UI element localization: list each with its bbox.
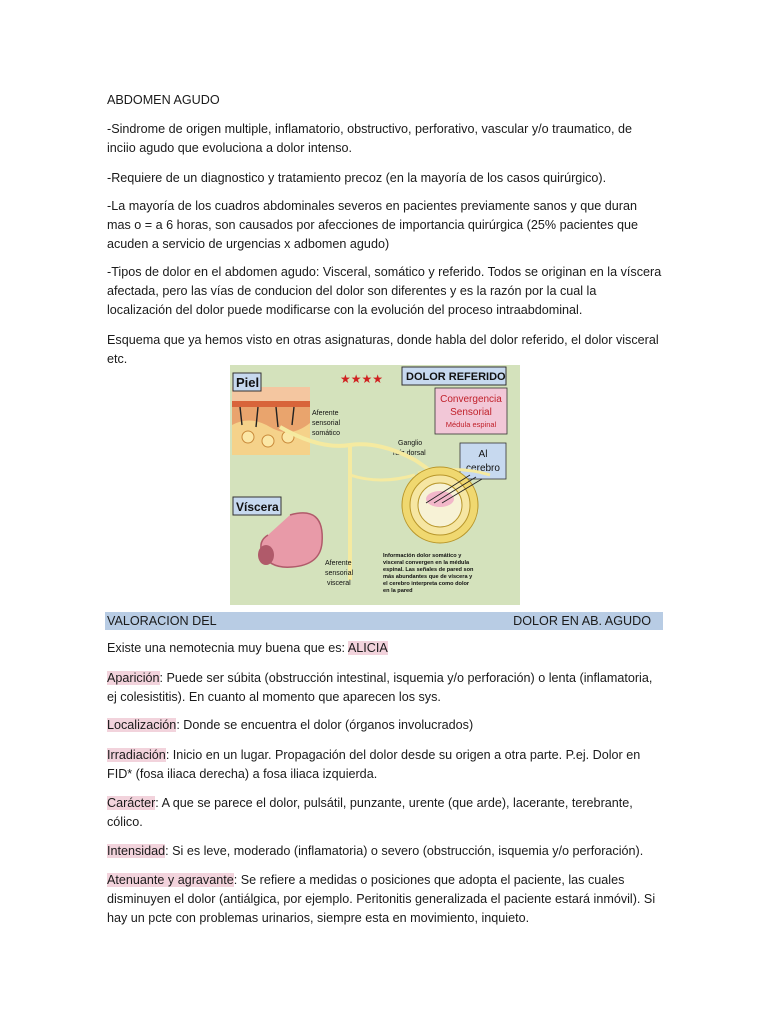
label-viscera: Víscera <box>236 500 279 514</box>
label-aferente-visceral-3: visceral <box>327 580 351 587</box>
info-line-5: el cerebro interpreta como dolor <box>383 581 470 587</box>
alicia-text: : Inicio en un lugar. Propagación del dolor desde su origen a otra parte. P.ej. Dolor en FID* (fosa iliaca derecha) a fosa iliaca izquierda. <box>107 748 641 781</box>
paragraph-pain-types: -Tipos de dolor en el abdomen agudo: Visceral, somático y referido. Todos se originan en la víscera afectada, pero las vías de conducion del dolor son diferentes y es la razón por la cual la localización del dolor puede modificarse con la evolución del proceso intraabdominal. <box>107 265 662 317</box>
alicia-item-aparicion <box>107 669 663 707</box>
alicia-term: Intensidad <box>107 844 166 858</box>
label-convergencia-1: Convergencia <box>440 394 502 405</box>
alicia-item-caracter <box>107 794 663 832</box>
section-banner <box>105 612 663 630</box>
alicia-intro-line <box>107 639 663 658</box>
info-line-3: espinal. Las señales de pared son <box>383 567 474 573</box>
alicia-text: : A que se parece el dolor, pulsátil, punzante, urente (que arde), lacerante, terebrante, cólico. <box>107 796 633 829</box>
label-dolor-referido: DOLOR REFERIDO <box>406 371 506 383</box>
banner-right: DOLOR EN AB. AGUDO <box>513 614 651 628</box>
label-convergencia-3: Médula espinal <box>445 420 497 429</box>
label-al: Al <box>478 449 488 460</box>
alicia-item-irradiacion <box>107 746 663 784</box>
alicia-item-atenuante <box>107 871 663 928</box>
label-aferente-somatico-1: Aferente <box>312 410 339 417</box>
alicia-text: : Donde se encuentra el dolor (órganos involucrados) <box>176 718 474 732</box>
paragraph-definition: -Sindrome de origen multiple, inflamatorio, obstructivo, perforativo, vascular y/o traumatico, de inciio agudo que evoluciona a dolor intenso. <box>107 122 632 155</box>
alicia-intro: Existe una nemotecnia muy buena que es: <box>107 641 348 655</box>
label-convergencia-2: Sensorial <box>450 407 492 418</box>
paragraph-scheme: Esquema que ya hemos visto en otras asignaturas, donde habla del dolor referido, el dolor visceral etc. <box>107 333 659 366</box>
info-line-1: Información dolor somático y <box>383 553 462 559</box>
alicia-term: Aparición <box>107 671 160 685</box>
label-piel: Piel <box>236 375 260 390</box>
label-ganglio-2: raíz dorsal <box>393 450 426 457</box>
label-aferente-somatico-2: sensorial <box>312 420 341 427</box>
referred-pain-diagram <box>230 365 520 605</box>
paragraph-diagnosis: -Requiere de un diagnostico y tratamiento precoz (en la mayoría de los casos quirúrgico). <box>107 171 607 185</box>
alicia-term: Carácter <box>107 796 156 810</box>
info-line-2: visceral convergen en la médula <box>383 560 470 566</box>
alicia-text: : Se refiere a medidas o posiciones que adopta el paciente, las cuales disminuyen el dolor (antiálgica, por ejemplo. Peritonitis generalizada el paciente estará inmóvil). Si hay un pcte con problemas urinarios, siempre esta en movimiento, inquieto. <box>107 873 656 925</box>
banner-left: VALORACION DEL <box>107 614 217 628</box>
alicia-item-localizacion <box>107 716 663 735</box>
label-cerebro: cerebro <box>466 463 500 474</box>
info-line-6: en la pared <box>383 588 413 594</box>
label-aferente-visceral-1: Aferente <box>325 560 352 567</box>
info-line-4: más abundantes que de víscera y <box>383 574 473 580</box>
svg-text:★★★★: ★★★★ <box>340 372 384 386</box>
alicia-word: ALICIA <box>347 641 388 655</box>
document-title: ABDOMEN AGUDO <box>107 93 220 107</box>
alicia-text: : Si es leve, moderado (inflamatoria) o severo (obstrucción, isquemia y/o perforación). <box>165 844 644 858</box>
alicia-term: Irradiación <box>107 748 166 762</box>
paragraph-severity: -La mayoría de los cuadros abdominales severos en pacientes previamente sanos y que duran mas o = a 6 horas, son causados por afecciones de importancia quirúrgica (25% pacientes que acuden a servicio de urgencias x adbomen agudo) <box>107 199 638 251</box>
label-aferente-somatico-3: somático <box>312 430 341 437</box>
alicia-term: Atenuante y agravante <box>107 873 234 887</box>
alicia-item-intensidad <box>107 842 663 861</box>
label-aferente-visceral-2: sensorial <box>325 570 354 577</box>
alicia-text: : Puede ser súbita (obstrucción intestinal, isquemia y/o perforación) o lenta (inflamatoria, ej colesistitis). En cuanto al momento que aparecen los sys. <box>107 671 653 704</box>
label-ganglio-1: Ganglio <box>398 440 423 447</box>
alicia-term: Localización <box>107 718 177 732</box>
